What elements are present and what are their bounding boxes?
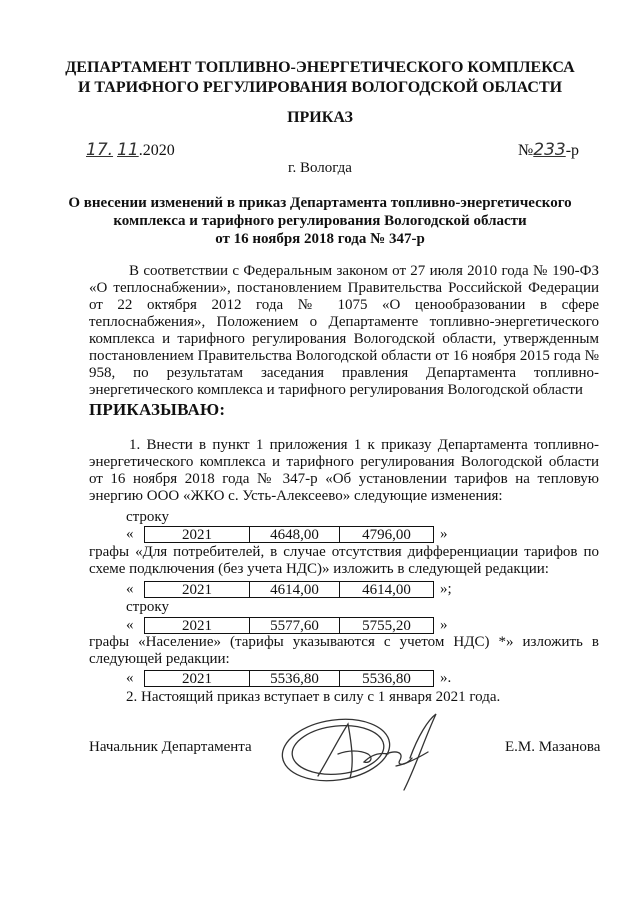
cell-value-1: 4614,00 xyxy=(250,581,340,598)
number-handwritten: 233 xyxy=(533,140,566,160)
order-number xyxy=(518,140,579,160)
close-quote: ». xyxy=(440,670,452,686)
cell-value-2: 5536,80 xyxy=(340,670,434,687)
subject-line1: О внесении изменений в приказ Департамента топливно-энергетического xyxy=(68,195,572,211)
open-quote: « xyxy=(126,670,134,686)
cell-value-1: 5577,60 xyxy=(250,617,340,634)
date-month-handwritten: 11 xyxy=(117,140,139,160)
subject-line2: комплекса и тарифного регулирования Вологодской области xyxy=(113,213,527,229)
subject-line3: от 16 ноября 2018 года № 347-р xyxy=(215,231,425,247)
graphs-text-2: графы «Население» (тарифы указываются с учетом НДС) *» изложить в следующей редакции: xyxy=(89,634,599,667)
city: г. Вологда xyxy=(288,160,352,176)
cell-value-2: 4796,00 xyxy=(340,526,434,543)
label-stroku-1: строку xyxy=(126,509,169,525)
table-row-4 xyxy=(126,669,451,688)
handwritten-signature xyxy=(278,706,446,798)
number-prefix: № xyxy=(518,142,534,159)
table-row-3 xyxy=(126,616,448,635)
signature-name: Е.М. Мазанова xyxy=(505,739,601,755)
signature-position: Начальник Департамента xyxy=(89,739,252,755)
order-word: ПРИКАЗЫВАЮ: xyxy=(89,400,226,419)
cell-value-1: 5536,80 xyxy=(250,670,340,687)
cell-year: 2021 xyxy=(144,617,250,634)
close-quote: »; xyxy=(440,581,452,597)
label-stroku-2: строку xyxy=(126,599,169,615)
date-year: .2020 xyxy=(138,142,175,159)
order-date xyxy=(86,140,175,160)
cell-value-1: 4648,00 xyxy=(250,526,340,543)
cell-year: 2021 xyxy=(144,670,250,687)
graphs-text-1: графы «Для потребителей, в случае отсутствия дифференциации тарифов по схеме подключения (без учета НДС)» изложить в следующей редакции: xyxy=(89,544,599,577)
document-type: ПРИКАЗ xyxy=(287,109,353,126)
number-suffix: -р xyxy=(565,142,580,159)
open-quote: « xyxy=(126,581,134,597)
cell-year: 2021 xyxy=(144,526,250,543)
department-name-line2: И ТАРИФНОГО РЕГУЛИРОВАНИЯ ВОЛОГОДСКОЙ ОБЛАСТИ xyxy=(77,79,563,96)
cell-year: 2021 xyxy=(144,581,250,598)
date-day-handwritten: 17. xyxy=(86,140,114,160)
table-row-1 xyxy=(126,525,448,544)
cell-value-2: 5755,20 xyxy=(340,617,434,634)
department-name-line1: ДЕПАРТАМЕНТ ТОПЛИВНО-ЭНЕРГЕТИЧЕСКОГО КОМПЛЕКСА xyxy=(65,59,575,76)
cell-value-2: 4614,00 xyxy=(340,581,434,598)
preamble-text: В соответствии с Федеральным законом от 27 июля 2010 года № 190-ФЗ «О теплоснабжении», постановлением Правительства Российской Федерации от 22 октября 2012 года № 1075 «О ценообразовании в сфере теплоснабжения», Положением о Департаменте топливно-энергетического комплекса и тарифного регулирования Вологодской области, утвержденным постановлением Правительства Вологодской области от 16 ноября 2015 года № 958, по результатам заседания правления Департамента топливно-энергетического комплекса и тарифного регулирования Вологодской области xyxy=(89,263,599,398)
open-quote: « xyxy=(126,526,134,542)
close-quote: » xyxy=(440,526,448,542)
item1-text: 1. Внести в пункт 1 приложения 1 к приказу Департамента топливно-энергетического комплекса и тарифного регулирования Вологодской области от 16 ноября 2018 года № 347-р «Об установлении тарифов на тепловую энергию ООО «ЖКО с. Усть-Алексеево» следующие изменения: xyxy=(89,437,599,504)
table-row-2 xyxy=(126,580,452,599)
item2-text: 2. Настоящий приказ вступает в силу с 1 января 2021 года. xyxy=(126,689,501,705)
close-quote: » xyxy=(440,617,448,633)
open-quote: « xyxy=(126,617,134,633)
